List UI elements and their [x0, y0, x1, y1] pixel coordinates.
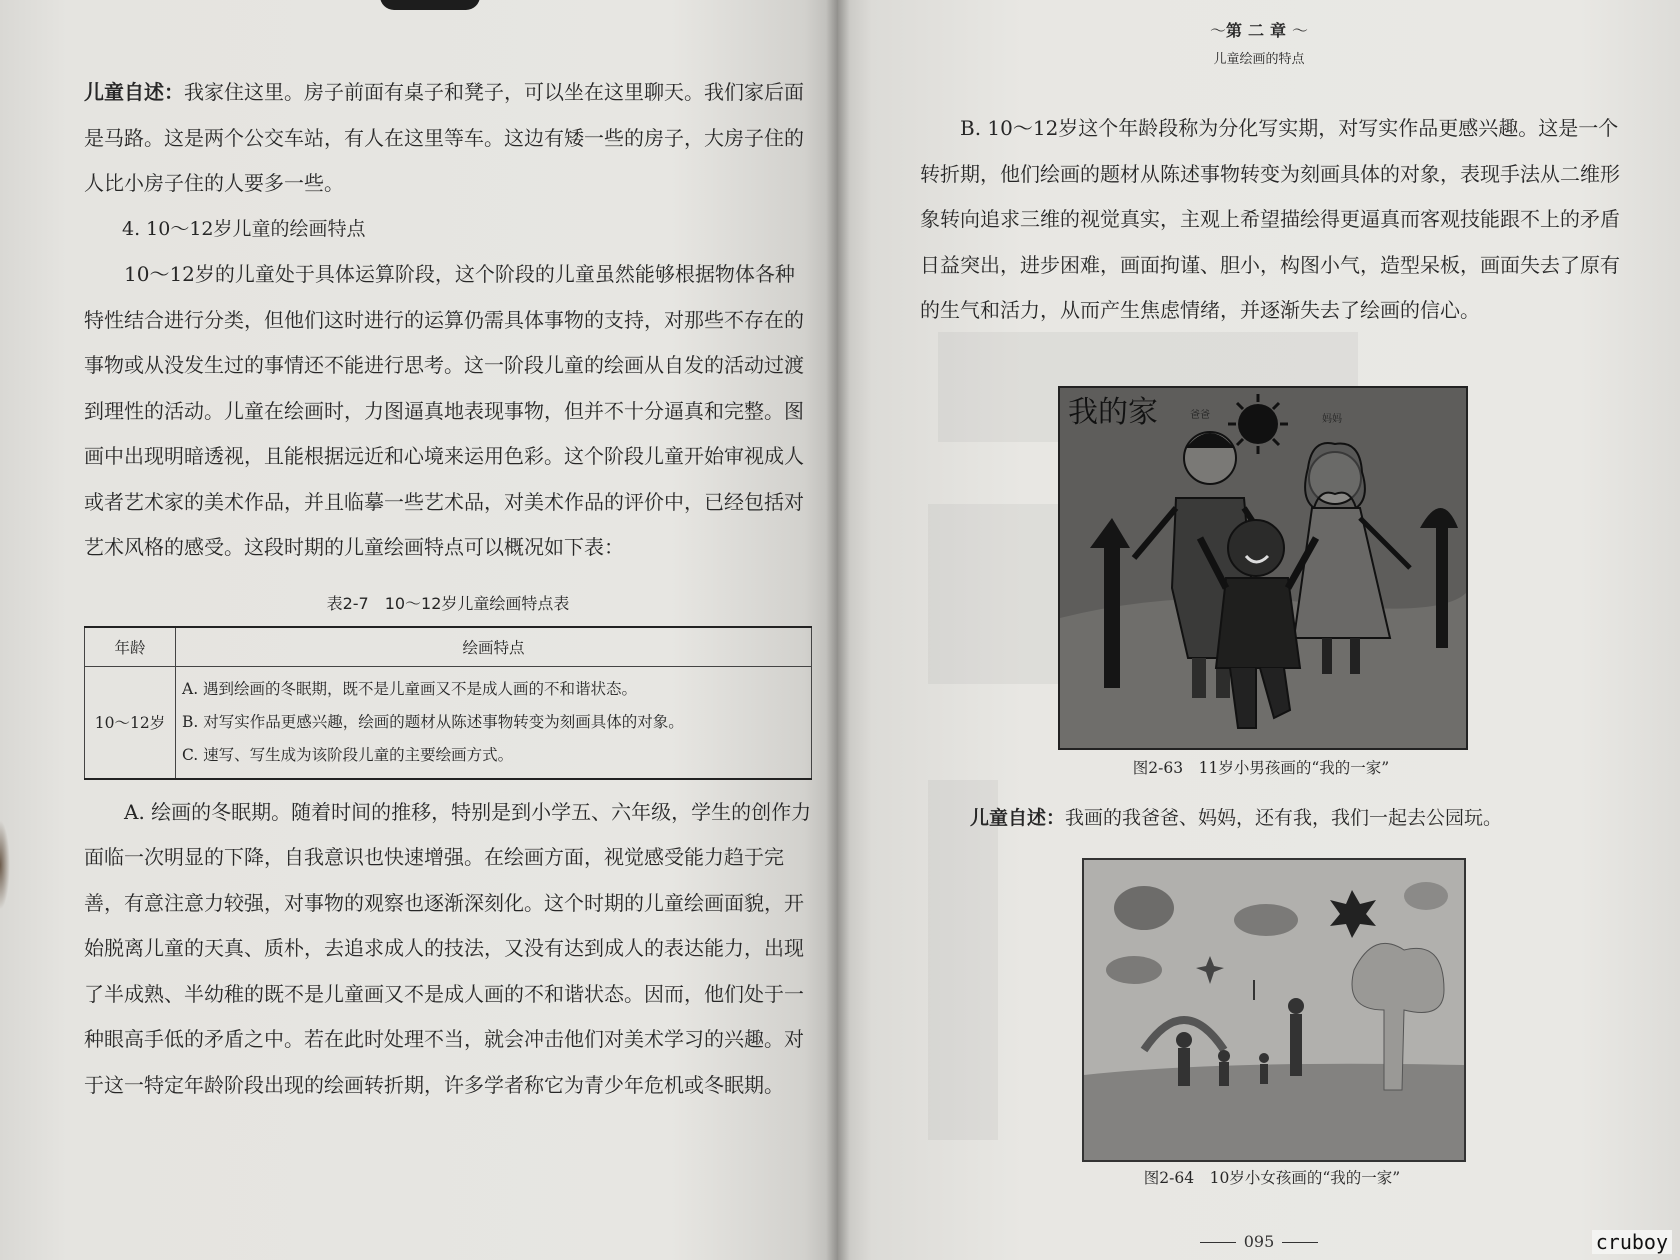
- table-feature-item: C. 速写、写生成为该阶段儿童的主要绘画方式。: [182, 745, 514, 764]
- chapter-subtitle: 儿童绘画的特点: [1213, 52, 1305, 67]
- watermark: cruboy: [1592, 1230, 1672, 1254]
- intro-paragraph: 10～12岁的儿童处于具体运算阶段，这个阶段的儿童虽然能够根据物体各种特性结合进行分类，但他们这时进行的运算仍需具体事物的支持，对那些不存在的事物或从没发生过的事情还不能进行思考。这一阶段儿童的绘画从自发的活动过渡到理性的活动。儿童在绘画时，力图逼真地表现事物，但并不十分逼真和完整。图画中出现明暗透视，且能根据远近和心境来运用色彩。这个阶段儿童开始审视成人或者艺术家的美术作品，并且临摹一些艺术品，对美术作品的评价中，已经包括对艺术风格的感受。这段时期的儿童绘画特点可以概况如下表：: [84, 262, 804, 559]
- table-row: [85, 666, 812, 779]
- child-statement-text: 我家住这里。房子前面有桌子和凳子，可以坐在这里聊天。我们家后面是马路。这是两个公交车站，有人在这里等车。这边有矮一些的房子，大房子住的人比小房子住的人要多一些。: [84, 80, 804, 195]
- cloud-icon: [1404, 882, 1448, 910]
- sun-icon: [1238, 404, 1278, 444]
- right-page: [838, 0, 1680, 1260]
- table-header-row: [85, 627, 812, 667]
- cloud-icon: [1106, 956, 1162, 984]
- folio-rule: [1200, 1242, 1236, 1243]
- table-cell-features: [176, 666, 812, 779]
- ornament-icon: 〜: [1209, 21, 1226, 40]
- family-drawing-girl: [1084, 860, 1464, 1160]
- table-feature-item: B. 对写实作品更感兴趣，绘画的题材从陈述事物转变为刻画具体的对象。: [182, 712, 684, 731]
- figure-2-64-caption: 图2-64 10岁小女孩画的“我的一家”: [1143, 1169, 1401, 1187]
- paragraph-a: A. 绘画的冬眠期。随着时间的推移，特别是到小学五、六年级，学生的创作力面临一次明显的下降，自我意识也快速增强。在绘画方面，视觉感受能力趋于完善，有意注意力较强，对事物的观察也逐渐深刻化。这个时期的儿童绘画面貌，开始脱离儿童的天真、质朴，去追求成人的技法，又没有达到成人的表达能力，出现了半成熟、半幼稚的既不是儿童画又不是成人画的不和谐状态。因而，他们处于一种眼高手低的矛盾之中。若在此时处理不当，就会冲击他们对美术学习的兴趣。对于这一特定年龄阶段出现的绘画转折期，许多学者称它为青少年危机或冬眠期。: [84, 799, 812, 1097]
- child-statement-label: 儿童自述：: [84, 80, 184, 104]
- table-header-age: 年龄: [85, 627, 176, 667]
- child-statement-2: [970, 796, 1610, 842]
- figure-2-64-drawing: [1082, 858, 1466, 1162]
- table-feature-item: A. 遇到绘画的冬眠期，既不是儿童画又不是成人画的不和谐状态。: [182, 679, 638, 698]
- family-drawing-boy: [1060, 388, 1466, 748]
- figure-2-63-drawing: [1058, 386, 1468, 750]
- table-header-features: 绘画特点: [176, 627, 812, 667]
- page-number: [838, 1232, 1680, 1251]
- child-statement: [84, 70, 812, 207]
- table-cell-age: 10～12岁: [85, 666, 176, 779]
- folio-rule: [1282, 1242, 1318, 1243]
- child-statement-text: 我画的我爸爸、妈妈，还有我，我们一起去公园玩。: [1065, 807, 1503, 829]
- finger-shadow: [0, 820, 10, 910]
- child-statement-label: 儿童自述：: [970, 807, 1066, 829]
- drawing-label-mom: 妈妈: [1322, 414, 1342, 425]
- figure-2-63-caption: 图2-63 11岁小男孩画的“我的一家”: [1132, 759, 1390, 777]
- chapter-title: [838, 18, 1680, 41]
- paragraph-b: B. 10～12岁这个年龄段称为分化写实期，对写实作品更感兴趣。这是一个转折期，他们绘画的题材从陈述事物转变为刻画具体的对象，表现手法从二维形象转向追求三维的视觉真实，主观上希望描绘得更逼真而客观技能跟不上的矛盾日益突出，进步困难，画面拘谨、胆小，构图小气，造型呆板，画面失去了原有的生气和活力，从而产生焦虑情绪，并逐渐失去了绘画的信心。: [920, 116, 1620, 322]
- left-page: [0, 0, 838, 1260]
- cloud-icon: [1234, 904, 1298, 936]
- ornament-icon: 〜: [1292, 21, 1309, 40]
- page-header-ornament: [380, 0, 480, 10]
- book-gutter: [826, 0, 850, 1260]
- chapter-label: 第二章: [1225, 21, 1292, 40]
- drawing-label-dad: 爸爸: [1190, 410, 1210, 421]
- right-page-body: [920, 106, 1626, 334]
- section-heading: 4. 10～12岁儿童的绘画特点: [122, 217, 366, 240]
- cloud-icon: [1114, 886, 1174, 930]
- table-caption: 表2-7 10～12岁儿童绘画特点表: [326, 593, 570, 613]
- left-page-body: [84, 70, 812, 1108]
- characteristics-table: [84, 626, 812, 780]
- page-number-text: 095: [1243, 1232, 1275, 1251]
- drawing-title-text: 我的家: [1068, 395, 1158, 430]
